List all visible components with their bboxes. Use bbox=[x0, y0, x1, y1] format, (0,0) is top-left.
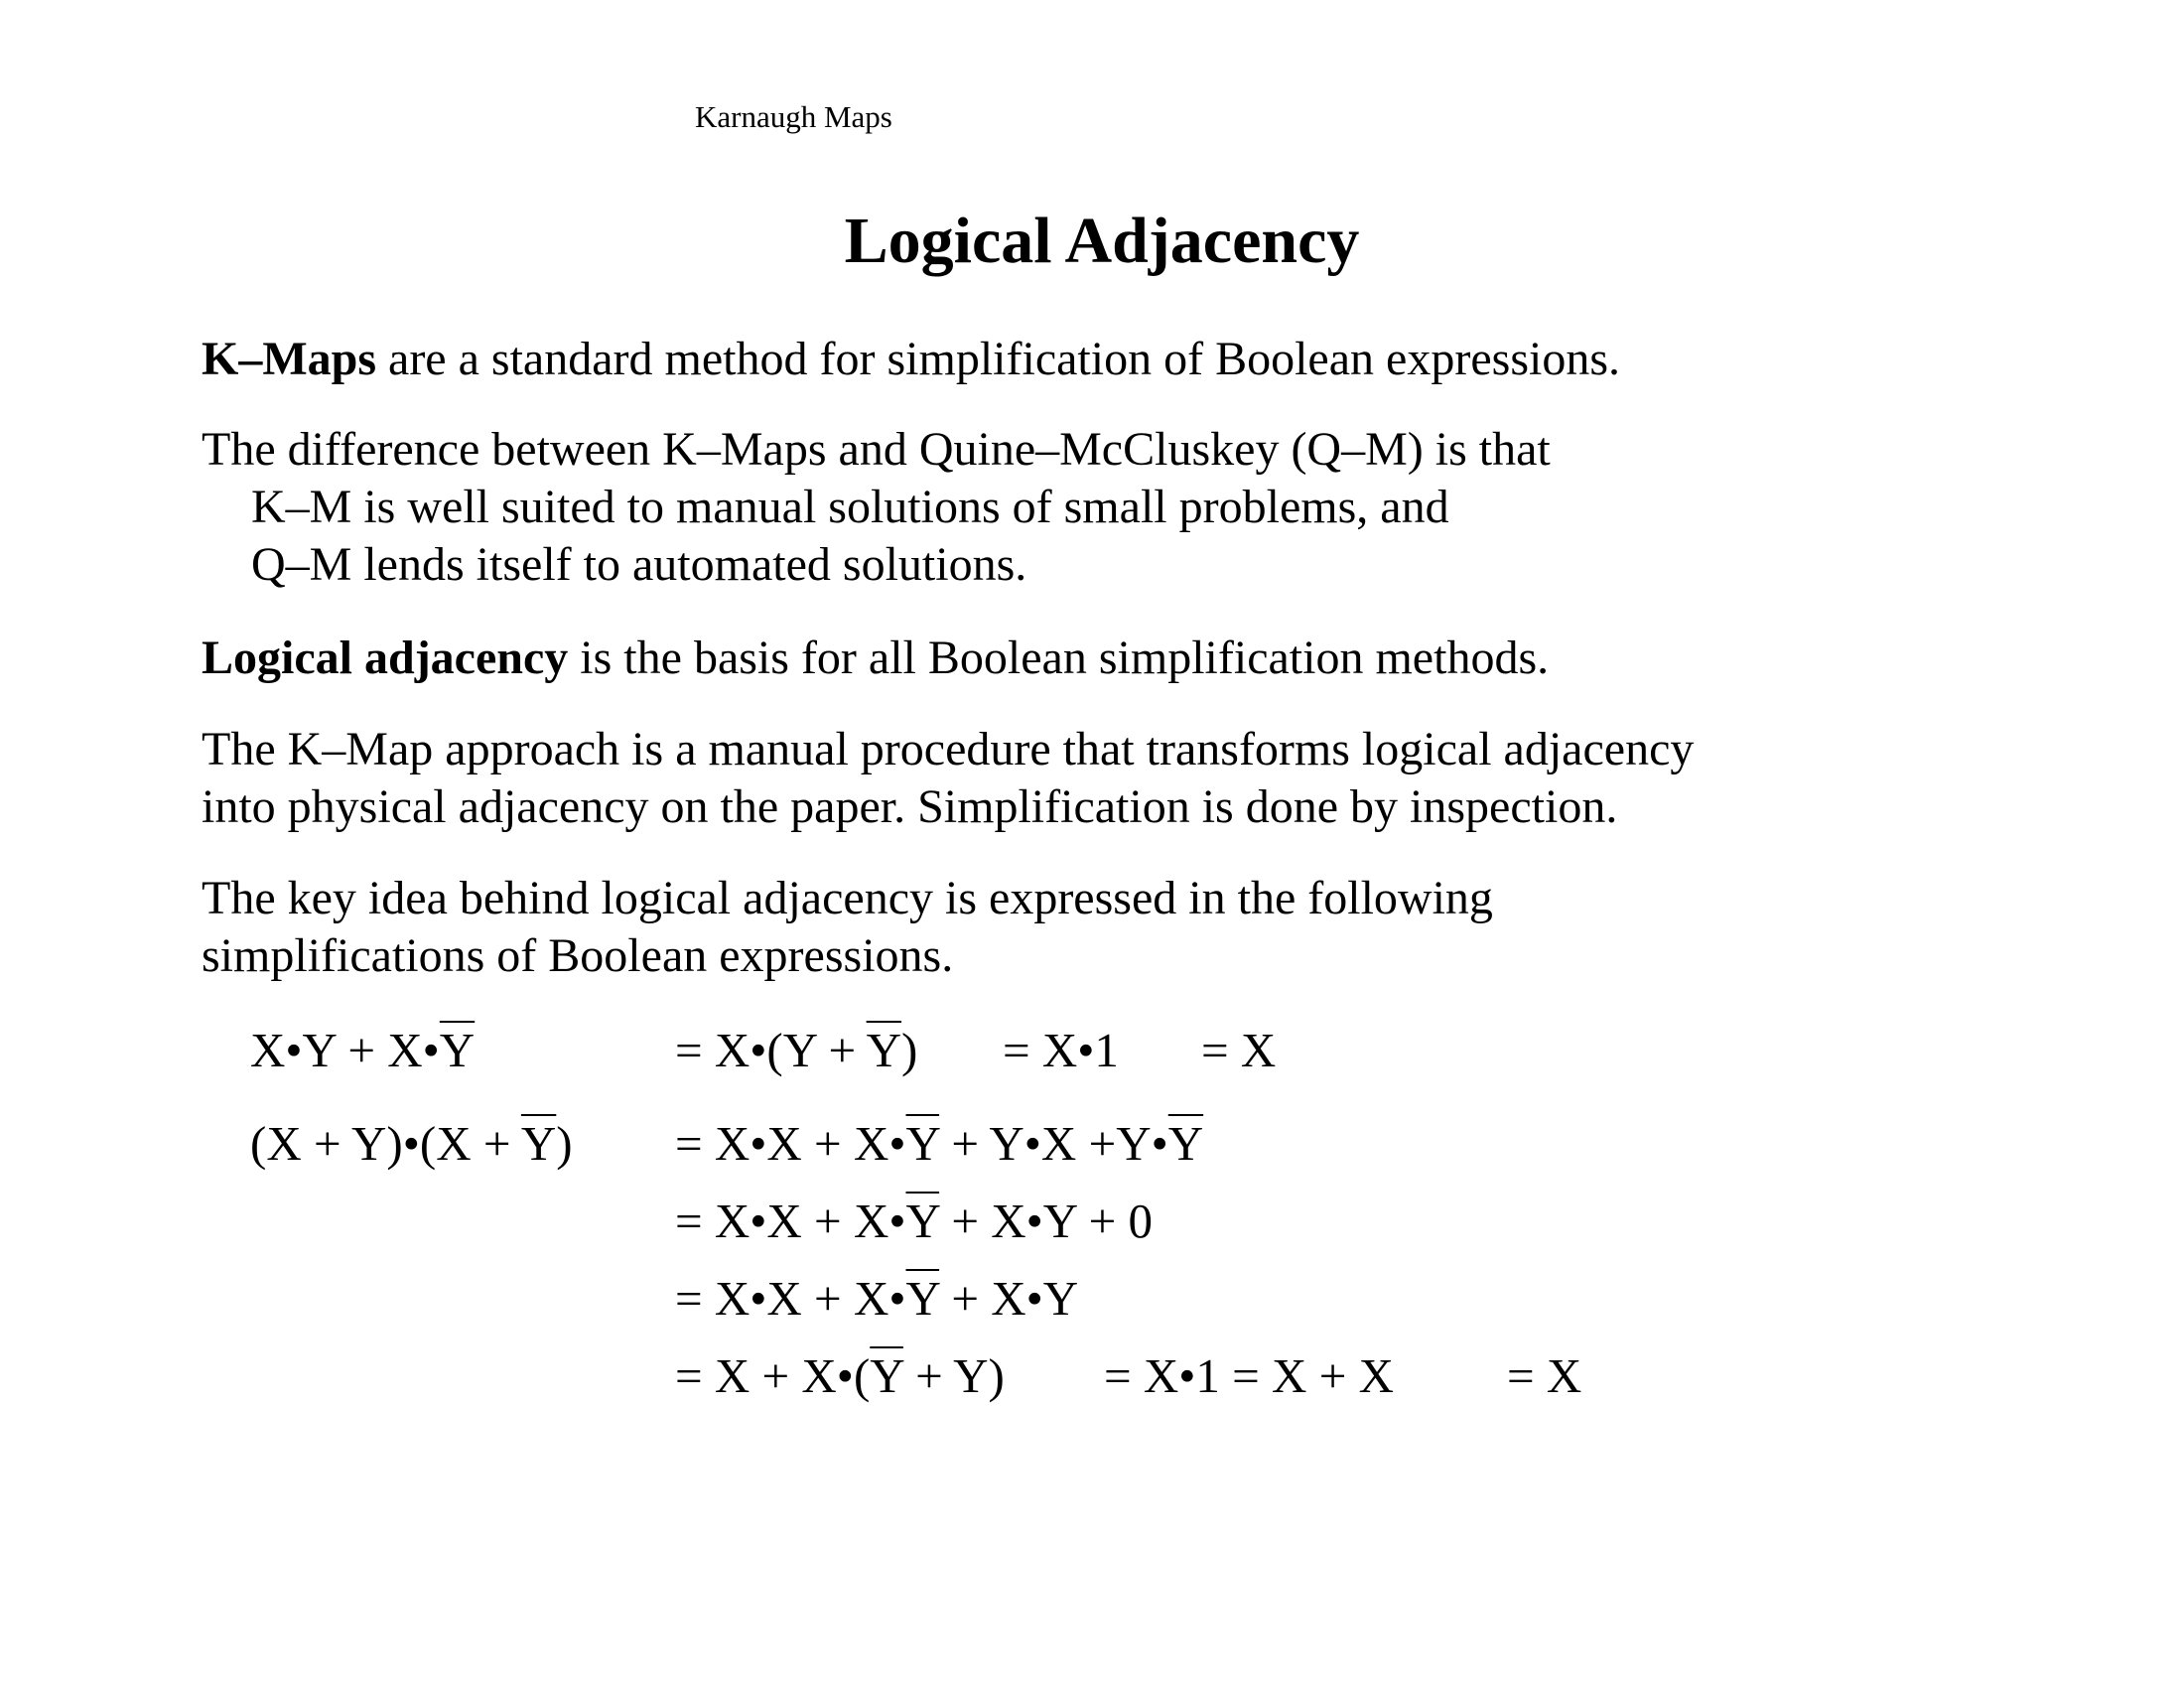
paragraph-logical-adjacency bbox=[202, 630, 1549, 687]
equation-2-line-2 bbox=[675, 1194, 1153, 1249]
equation-1-step-1 bbox=[675, 1023, 917, 1078]
running-header: Karnaugh Maps bbox=[695, 99, 892, 134]
equation-2-line-3 bbox=[675, 1271, 1078, 1327]
paragraph-text: are a standard method for simplification of Boolean expressions. bbox=[376, 333, 1621, 385]
paragraph-difference bbox=[202, 421, 1551, 594]
equation-2-lhs bbox=[250, 1116, 573, 1172]
complement-y: $\overline{Y}$ bbox=[870, 1348, 903, 1403]
equation-2-line-4 bbox=[675, 1348, 1005, 1404]
paragraph-kmaps bbox=[202, 331, 1620, 388]
paragraph-line: The difference between K–Maps and Quine–McCluskey (Q–M) is that bbox=[202, 423, 1551, 476]
equation-2-line-4-step-2: = X•1 = X + X bbox=[1104, 1348, 1394, 1403]
math-term: + X•Y + 0 bbox=[939, 1194, 1153, 1248]
complement-y: $\overline{Y}$ bbox=[520, 1116, 557, 1171]
complement-y: $\overline{Y}$ bbox=[1167, 1116, 1204, 1171]
math-term: X•Y + X• bbox=[250, 1023, 440, 1077]
equation-1-lhs bbox=[250, 1023, 475, 1078]
paragraph-line: into physical adjacency on the paper. Simplification is done by inspection. bbox=[202, 780, 1618, 833]
page-title: Logical Adjacency bbox=[844, 205, 1360, 277]
math-term: + Y) bbox=[902, 1348, 1005, 1403]
math-term: ) bbox=[556, 1116, 573, 1171]
term-logical-adjacency: Logical adjacency bbox=[202, 632, 569, 684]
math-term: + X•Y bbox=[939, 1271, 1079, 1326]
paragraph-kmap-approach bbox=[202, 721, 1694, 836]
paragraph-line: The key idea behind logical adjacency is expressed in the following bbox=[202, 872, 1493, 924]
paragraph-line-indented: K–M is well suited to manual solutions of small problems, and bbox=[251, 481, 1449, 533]
math-term: + Y•X +Y• bbox=[939, 1116, 1168, 1171]
term-kmaps: K–Maps bbox=[202, 333, 377, 385]
equation-2-line-4-step-3: = X bbox=[1507, 1348, 1582, 1403]
equation-1-step-2: = X•1 bbox=[1003, 1023, 1119, 1077]
paragraph-key-idea bbox=[202, 870, 1493, 985]
math-term: = X + X•( bbox=[675, 1348, 871, 1403]
complement-y: $\overline{Y}$ bbox=[905, 1116, 940, 1171]
paragraph-line: simplifications of Boolean expressions. bbox=[202, 929, 954, 982]
paragraph-text: is the basis for all Boolean simplification methods. bbox=[568, 632, 1550, 684]
equation-1-step-3: = X bbox=[1201, 1023, 1277, 1077]
complement-y: $\overline{Y}$ bbox=[905, 1271, 940, 1326]
paragraph-line: The K–Map approach is a manual procedure that transforms logical adjacency bbox=[202, 723, 1695, 775]
complement-y: $\overline{Y}$ bbox=[439, 1023, 476, 1077]
equation-2-line-1 bbox=[675, 1116, 1203, 1172]
math-term: = X•X + X• bbox=[675, 1271, 906, 1326]
math-term: = X•(Y + bbox=[675, 1023, 867, 1077]
math-term: = X•X + X• bbox=[675, 1116, 906, 1171]
complement-y: $\overline{Y}$ bbox=[905, 1194, 940, 1248]
math-term: (X + Y)•(X + bbox=[250, 1116, 521, 1171]
complement-y: $\overline{Y}$ bbox=[866, 1023, 902, 1077]
paragraph-line-indented: Q–M lends itself to automated solutions. bbox=[251, 538, 1027, 591]
math-term: = X•X + X• bbox=[675, 1194, 906, 1248]
math-term: ) bbox=[901, 1023, 918, 1077]
